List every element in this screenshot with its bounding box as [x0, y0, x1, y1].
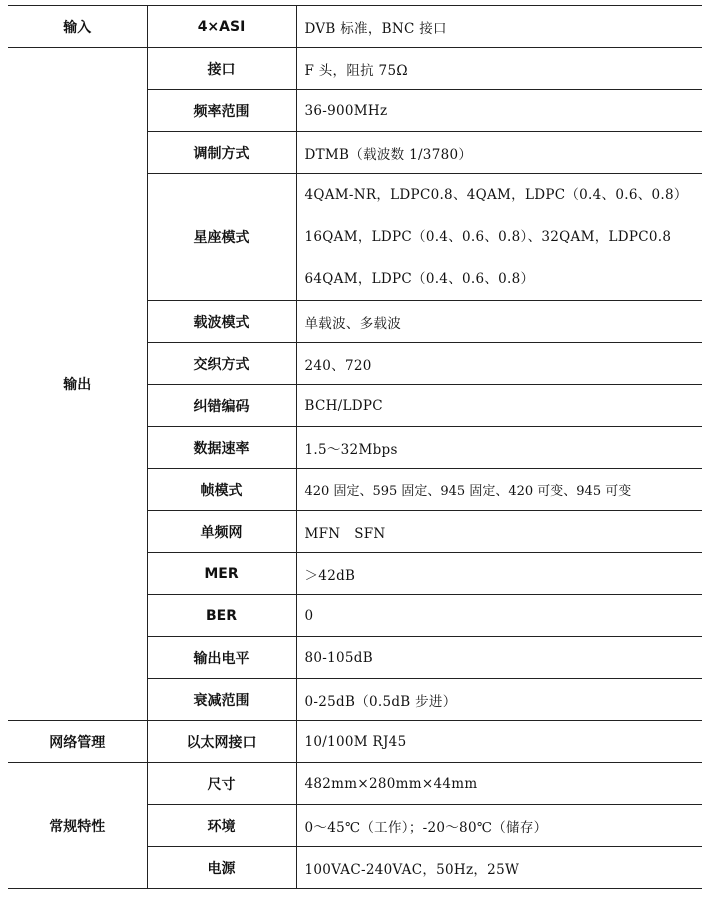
constellation-line: 4QAM-NR，LDPC0.8、4QAM，LDPC（0.4、0.6、0.8）: [304, 187, 688, 203]
param-power: 电源: [147, 847, 296, 889]
param-fec: 纠错编码: [147, 385, 296, 427]
category-input: 输入: [8, 6, 147, 48]
spec-table: [8, 5, 702, 889]
category-general: 常规特性: [8, 763, 147, 889]
param-mer: MER: [147, 553, 296, 595]
param-sfn: 单频网: [147, 511, 296, 553]
param-carrier-mode: 载波模式: [147, 301, 296, 343]
param-asi: 4×ASI: [147, 6, 296, 48]
param-dimensions: 尺寸: [147, 763, 296, 805]
param-constellation: 星座模式: [147, 174, 296, 301]
value-carrier-mode: 单载波、多载波: [296, 301, 702, 343]
value-attenuation: 0-25dB（0.5dB 步进）: [296, 679, 702, 721]
value-sfn: MFN SFN: [296, 511, 702, 553]
param-environment: 环境: [147, 805, 296, 847]
param-output-level: 输出电平: [147, 637, 296, 679]
table-row: [8, 721, 702, 763]
value-constellation: [296, 174, 702, 301]
value-frame-mode: 420 固定、595 固定、945 固定、420 可变、945 可变: [296, 469, 702, 511]
value-modulation: DTMB（载波数 1/3780）: [296, 132, 702, 174]
value-asi: DVB 标准，BNC 接口: [296, 6, 702, 48]
param-interface: 接口: [147, 48, 296, 90]
param-ber: BER: [147, 595, 296, 637]
param-attenuation: 衰减范围: [147, 679, 296, 721]
category-network: 网络管理: [8, 721, 147, 763]
table-row: [8, 763, 702, 805]
param-interleave: 交织方式: [147, 343, 296, 385]
value-power: 100VAC-240VAC，50Hz，25W: [296, 847, 702, 889]
param-ethernet: 以太网接口: [147, 721, 296, 763]
value-interleave: 240、720: [296, 343, 702, 385]
value-mer: ＞42dB: [296, 553, 702, 595]
value-environment: 0～45℃（工作）；-20～80℃（储存）: [296, 805, 702, 847]
table-row: [8, 48, 702, 90]
value-output-level: 80-105dB: [296, 637, 702, 679]
value-fec: BCH/LDPC: [296, 385, 702, 427]
constellation-line: 64QAM，LDPC（0.4、0.6、0.8）: [304, 271, 535, 287]
param-frame-mode: 帧模式: [147, 469, 296, 511]
param-frequency-range: 频率范围: [147, 90, 296, 132]
value-dimensions: 482mm×280mm×44mm: [296, 763, 702, 805]
value-ethernet: 10/100M RJ45: [296, 721, 702, 763]
category-output: 输出: [8, 48, 147, 721]
value-data-rate: 1.5～32Mbps: [296, 427, 702, 469]
value-ber: 0: [296, 595, 702, 637]
constellation-line: 16QAM，LDPC（0.4、0.6、0.8）、32QAM，LDPC0.8: [304, 229, 672, 245]
value-interface: F 头，阻抗 75Ω: [296, 48, 702, 90]
value-frequency-range: 36-900MHz: [296, 90, 702, 132]
param-data-rate: 数据速率: [147, 427, 296, 469]
table-row: [8, 6, 702, 48]
param-modulation: 调制方式: [147, 132, 296, 174]
